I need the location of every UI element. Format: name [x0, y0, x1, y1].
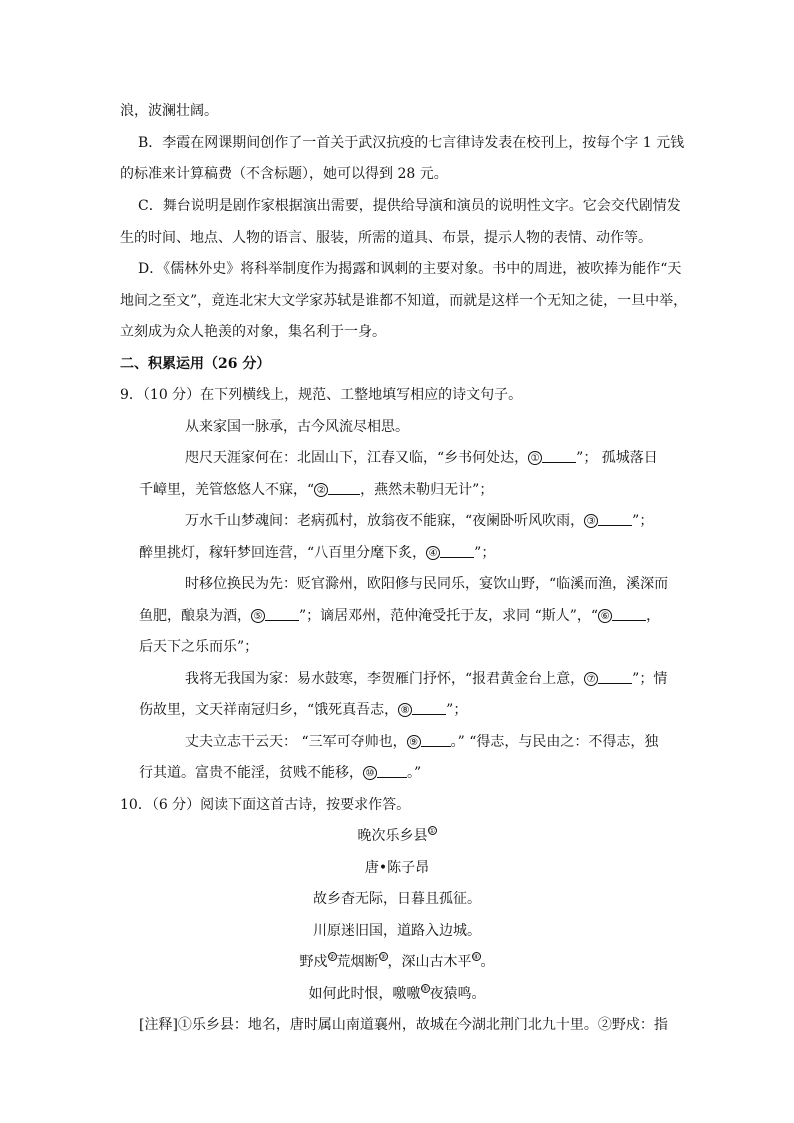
q9-para-3-line-3: 后天下之乐而乐”；: [139, 639, 259, 655]
option-c-line-1: C．舞台说明是剧作家根据演出需要，提供给导演和演员的说明性文字。它会交代剧情发: [138, 198, 681, 214]
q10-stem: 10．（6 分）阅读下面这首古诗，按要求作答。: [120, 797, 411, 813]
q9-para-1-line-1: 咫尺天涯家何在：北固山下，江春又临，“乡书何处达， ① ”； 孤城落日: [185, 450, 658, 466]
q9-para-3-line-2: 鱼肥，酿泉为酒， ⑤ ”；谪居邓州，范仲淹受托于友，求同 “斯人”，“ ⑥ ，: [139, 608, 661, 624]
poem-title: 晚次乐乡县①: [357, 827, 436, 844]
blank-6[interactable]: [612, 606, 646, 621]
note-mark-1: ①: [428, 827, 436, 835]
poem-line-2: 川原迷旧国，道路入边城。: [313, 923, 481, 939]
blank-mark-8: ⑧: [398, 703, 412, 717]
option-d-line-3: 立刻成为众人艳羡的对象，集名利于一身。: [120, 324, 386, 340]
q9-para-5-line-1: 丈夫立志干云天： “三军可夺帅也， ⑨ 。” “得志，与民由之：不得志，独: [185, 734, 659, 750]
q9-para-5-line-2: 行其道。富贵不能淫，贫贱不能移， ⑩ 。”: [139, 765, 422, 781]
note-mark-4: ④: [472, 953, 480, 961]
blank-mark-1: ①: [528, 451, 542, 465]
blank-8[interactable]: [412, 700, 446, 715]
blank-4[interactable]: [440, 543, 474, 558]
poem-line-4: 如何此时恨，噭噭⑤夜猿鸣。: [308, 985, 486, 1002]
blank-2[interactable]: [328, 480, 360, 495]
q9-para-3-line-1: 时移位换民为先：贬官滁州，欧阳修与民同乐，宴饮山野，“临溪而渔，溪深而: [185, 576, 669, 592]
blank-mark-9: ⑨: [407, 735, 421, 749]
blank-9[interactable]: [421, 732, 451, 747]
note-mark-5: ⑤: [421, 985, 429, 993]
option-b-line-1: B．李霞在网课期间创作了一首关于武汉抗疫的七言律诗发表在校刊上，按每个字 1 元钱: [138, 135, 685, 151]
blank-10[interactable]: [377, 763, 407, 778]
poem-line-3: 野戍②荒烟断③，深山古木平④。: [299, 953, 495, 970]
note-mark-2: ②: [328, 953, 336, 961]
blank-7[interactable]: [598, 669, 632, 684]
q9-stem: 9．（10 分）在下列横线上，规范、工整地填写相应的诗文句子。: [120, 387, 523, 403]
q9-para-2-line-1: 万水千山梦魂间：老病孤村，放翁夜不能寐，“夜阑卧听风吹雨， ③ ”；: [185, 513, 654, 529]
q9-para-4-line-2: 伤故里，文天祥南冠归乡，“饿死真吾志， ⑧ ”；: [139, 702, 468, 718]
blank-mark-3: ③: [584, 514, 598, 528]
option-d-line-2: 地间之至文”，竟连北宋大文学家苏轼是谁都不知道，而就是这样一个无知之徒，一旦中举，: [120, 293, 688, 309]
blank-mark-4: ④: [426, 546, 440, 560]
blank-mark-10: ⑩: [363, 766, 377, 780]
option-c-line-2: 生的时间、地点、人物的语言、服装，所需的道具、布景，提示人物的表情、动作等。: [120, 230, 652, 246]
q9-para-2-line-2: 醉里挑灯，稼轩梦回连营，“八百里分麾下炙， ④ ”；: [139, 545, 496, 561]
blank-mark-5: ⑤: [251, 609, 265, 623]
blank-3[interactable]: [598, 511, 632, 526]
blank-mark-2: ②: [314, 483, 328, 497]
blank-mark-7: ⑦: [584, 672, 598, 686]
q9-para-4-line-1: 我将无我国为家：易水鼓寒，李贺雁门抒怀，“报君黄金台上意， ⑦ ”；情: [185, 671, 668, 687]
option-d-line-1: D．《儒林外史》将科举制度作为揭露和讽刺的主要对象。书中的周进，被吹捧为能作“天: [138, 261, 682, 277]
q9-para-1-line-2: 千嶂里，羌管悠悠人不寐，“ ② ，燕然未勒归无计”；: [139, 482, 494, 498]
poem-line-1: 故乡杳无际，日暮且孤征。: [313, 891, 481, 907]
poem-note: [注释]①乐乡县：地名，唐时属山南道襄州，故城在今湖北荆门北九十里。②野戍：指: [139, 1017, 668, 1033]
q9-intro: 从来家国一脉承，古今风流尽相思。: [185, 419, 409, 435]
option-b-line-2: 的标准来计算稿费（不含标题），她可以得到 28 元。: [120, 166, 448, 182]
blank-1[interactable]: [542, 448, 576, 463]
note-mark-3: ③: [379, 953, 387, 961]
option-a-tail: 浪，波澜壮阔。: [120, 103, 218, 119]
poem-author: 唐•陈子昂: [364, 860, 430, 876]
blank-5[interactable]: [265, 606, 299, 621]
section-heading: 二、积累运用（26 分）: [120, 356, 271, 372]
blank-mark-6: ⑥: [598, 609, 612, 623]
